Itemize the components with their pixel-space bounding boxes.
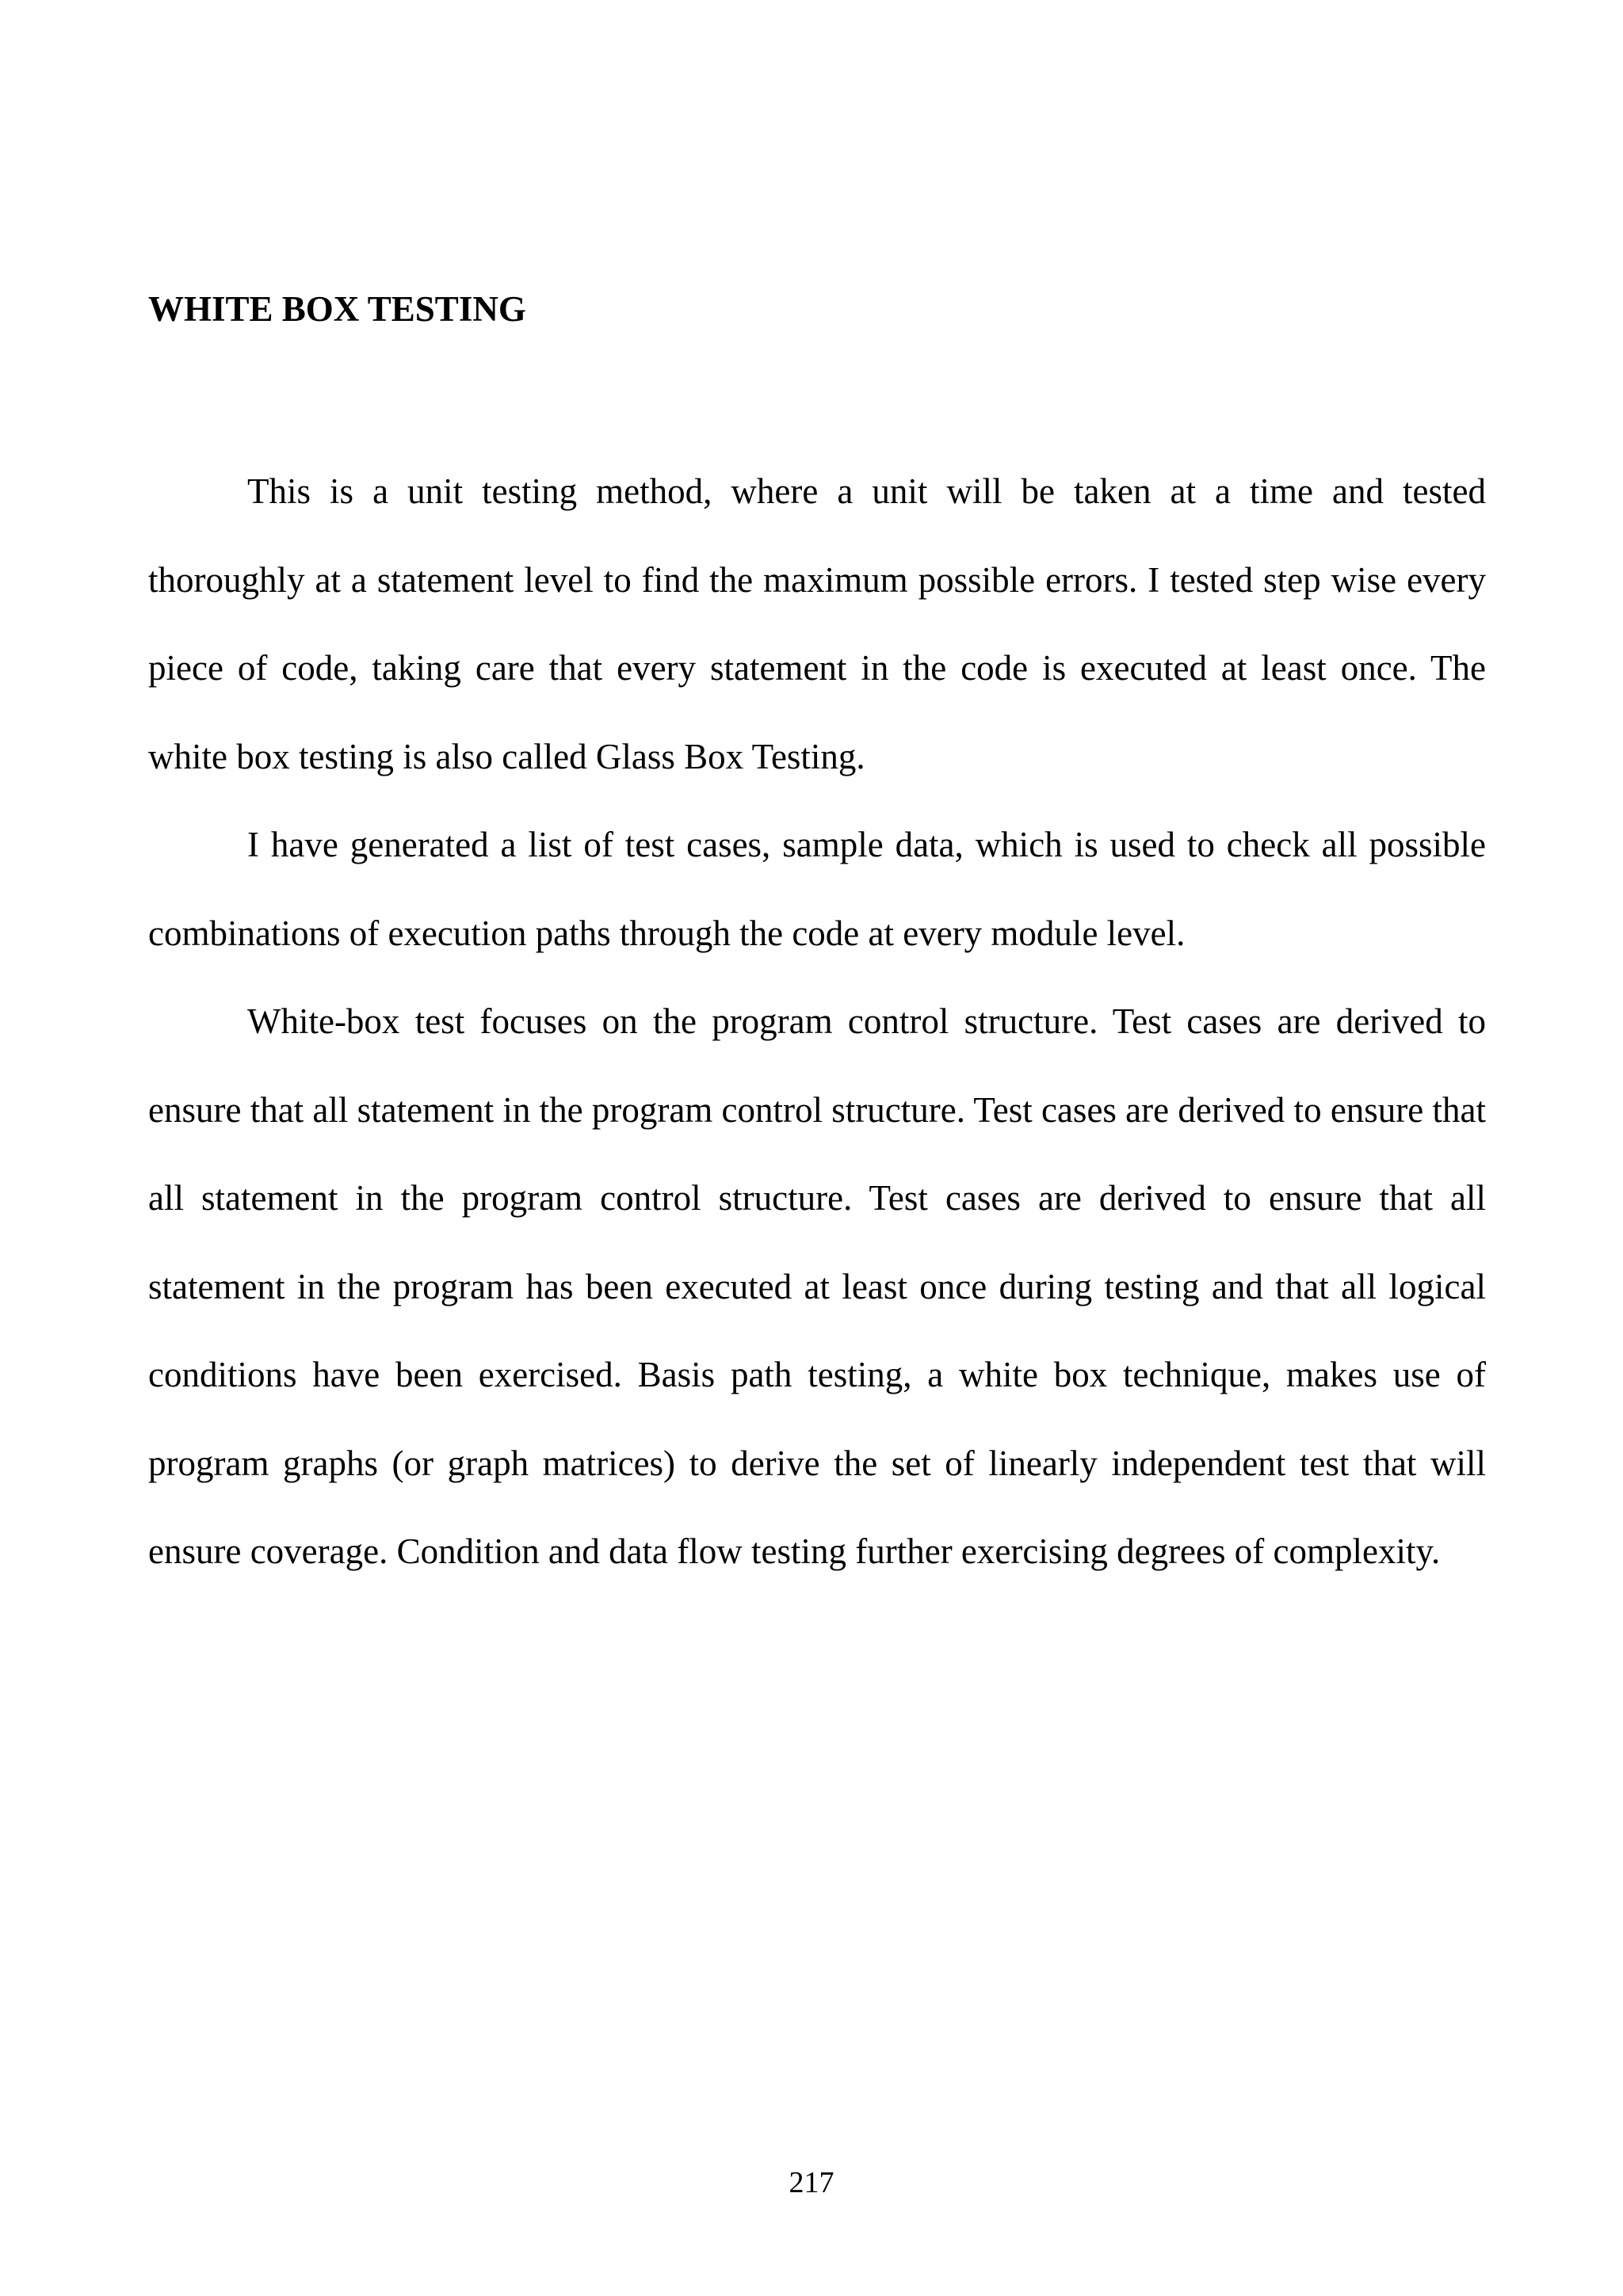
paragraph-test-cases: I have generated a list of test cases, sample data, which is used to check all possible combinations of execution paths through the code at every module level. [148, 825, 1486, 953]
body-text [148, 448, 1486, 1596]
section-heading: WHITE BOX TESTING [148, 289, 526, 329]
page-number: 217 [789, 2166, 834, 2199]
paragraph-white-box-focus: White-box test focuses on the program control structure. Test cases are derived to ensure that all statement in the program control structure. Test cases are derived to ensure that all statement in the program control structure. Test cases are derived to ensure that all statement in the program has been executed at least once during testing and that all logical conditions have been exercised. Basis path testing, a white box technique, makes use of program graphs (or graph matrices) to derive the set of linearly independent test that will ensure coverage. Condition and data flow testing further exercising degrees of complexity. [148, 1001, 1486, 1571]
paragraph-unit-testing: This is a unit testing method, where a unit will be taken at a time and tested thoroughly at a statement level to find the maximum possible errors. I tested step wise every piece of code, taking care that every statement in the code is executed at least once. The white box testing is also called Glass Box Testing. [148, 471, 1486, 776]
